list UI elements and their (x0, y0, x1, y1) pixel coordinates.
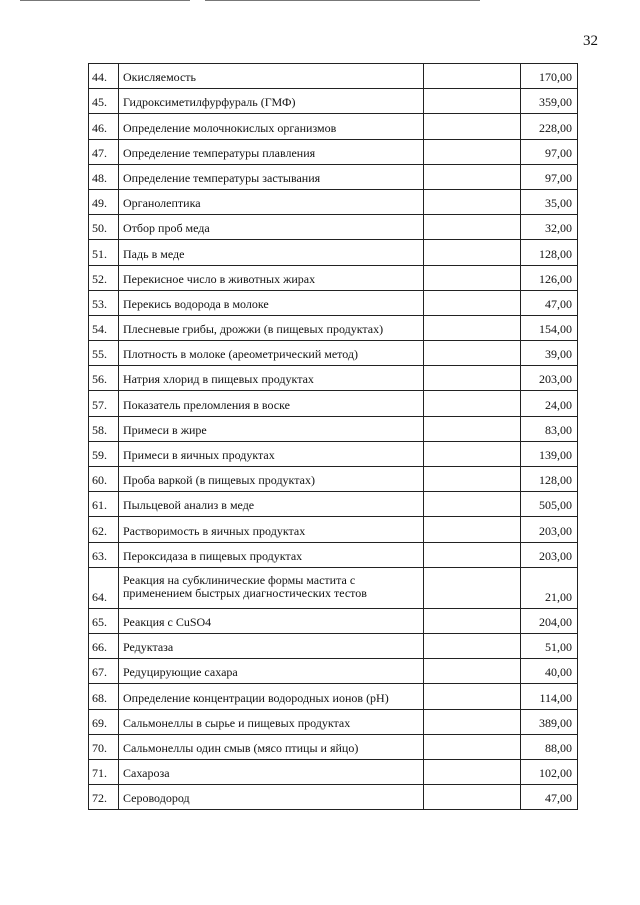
scan-edge-line (205, 0, 480, 1)
row-empty-cell (424, 391, 521, 416)
row-price: 170,00 (521, 64, 578, 89)
row-name: Перекисное число в животных жирах (119, 265, 424, 290)
row-name: Гидроксиметилфурфураль (ГМФ) (119, 89, 424, 114)
row-empty-cell (424, 492, 521, 517)
row-price: 389,00 (521, 709, 578, 734)
row-name: Пыльцевой анализ в меде (119, 492, 424, 517)
row-price: 128,00 (521, 467, 578, 492)
row-name: Определение температуры застывания (119, 164, 424, 189)
table-row (89, 139, 578, 164)
table-row (89, 492, 578, 517)
row-price: 39,00 (521, 341, 578, 366)
row-number: 51. (89, 240, 119, 265)
row-empty-cell (424, 684, 521, 709)
row-number: 45. (89, 89, 119, 114)
row-name: Пероксидаза в пищевых продуктах (119, 542, 424, 567)
row-price: 126,00 (521, 265, 578, 290)
row-price: 47,00 (521, 785, 578, 810)
row-name: Отбор проб меда (119, 215, 424, 240)
table-row (89, 633, 578, 658)
row-number: 71. (89, 759, 119, 784)
row-name: Плесневые грибы, дрожжи (в пищевых продуктах) (119, 315, 424, 340)
row-empty-cell (424, 139, 521, 164)
row-empty-cell (424, 164, 521, 189)
row-empty-cell (424, 315, 521, 340)
row-empty-cell (424, 517, 521, 542)
row-name: Натрия хлорид в пищевых продуктах (119, 366, 424, 391)
row-name: Определение концентрации водородных ионов (pH) (119, 684, 424, 709)
table-row (89, 89, 578, 114)
table-row (89, 709, 578, 734)
row-price: 505,00 (521, 492, 578, 517)
table-row (89, 164, 578, 189)
row-name: Падь в меде (119, 240, 424, 265)
row-price: 88,00 (521, 734, 578, 759)
row-empty-cell (424, 114, 521, 139)
row-number: 47. (89, 139, 119, 164)
row-empty-cell (424, 608, 521, 633)
row-name: Определение молочнокислых организмов (119, 114, 424, 139)
row-empty-cell (424, 240, 521, 265)
row-name: Сахароза (119, 759, 424, 784)
row-empty-cell (424, 89, 521, 114)
table-row (89, 441, 578, 466)
row-name: Сальмонеллы один смыв (мясо птицы и яйцо) (119, 734, 424, 759)
row-price: 40,00 (521, 659, 578, 684)
row-price: 21,00 (521, 567, 578, 608)
table-row (89, 114, 578, 139)
table-row (89, 265, 578, 290)
row-name: Сероводород (119, 785, 424, 810)
row-number: 61. (89, 492, 119, 517)
row-empty-cell (424, 709, 521, 734)
price-table (88, 63, 578, 810)
row-name: Редуктаза (119, 633, 424, 658)
row-empty-cell (424, 734, 521, 759)
table-row (89, 64, 578, 89)
table-row (89, 785, 578, 810)
row-number: 70. (89, 734, 119, 759)
row-number: 55. (89, 341, 119, 366)
table-row (89, 189, 578, 214)
row-empty-cell (424, 416, 521, 441)
table-row (89, 467, 578, 492)
row-number: 66. (89, 633, 119, 658)
row-name: Сальмонеллы в сырье и пищевых продуктах (119, 709, 424, 734)
table-row (89, 517, 578, 542)
table-row (89, 366, 578, 391)
row-price: 228,00 (521, 114, 578, 139)
row-price: 203,00 (521, 517, 578, 542)
row-name: Проба варкой (в пищевых продуктах) (119, 467, 424, 492)
row-price: 154,00 (521, 315, 578, 340)
row-empty-cell (424, 366, 521, 391)
table-row (89, 567, 578, 608)
row-price: 102,00 (521, 759, 578, 784)
table-row (89, 240, 578, 265)
row-name: Плотность в молоке (ареометрический метод) (119, 341, 424, 366)
row-number: 49. (89, 189, 119, 214)
row-number: 57. (89, 391, 119, 416)
row-number: 54. (89, 315, 119, 340)
row-empty-cell (424, 633, 521, 658)
row-number: 68. (89, 684, 119, 709)
table-row (89, 391, 578, 416)
row-name: Реакция на субклинические формы мастита с применением быстрых диагностических тестов (119, 567, 424, 608)
table-row (89, 290, 578, 315)
row-name: Органолептика (119, 189, 424, 214)
table-row (89, 659, 578, 684)
row-empty-cell (424, 542, 521, 567)
row-number: 72. (89, 785, 119, 810)
table-row (89, 734, 578, 759)
row-number: 48. (89, 164, 119, 189)
table-row (89, 542, 578, 567)
table-row (89, 684, 578, 709)
row-empty-cell (424, 64, 521, 89)
row-price: 359,00 (521, 89, 578, 114)
scan-edge-line (20, 0, 190, 1)
row-empty-cell (424, 341, 521, 366)
page-number: 32 (583, 33, 598, 49)
table-row (89, 608, 578, 633)
row-number: 60. (89, 467, 119, 492)
row-price: 128,00 (521, 240, 578, 265)
row-empty-cell (424, 265, 521, 290)
row-name: Перекись водорода в молоке (119, 290, 424, 315)
row-price: 97,00 (521, 164, 578, 189)
row-number: 62. (89, 517, 119, 542)
row-number: 53. (89, 290, 119, 315)
row-price: 24,00 (521, 391, 578, 416)
row-price: 35,00 (521, 189, 578, 214)
row-price: 114,00 (521, 684, 578, 709)
table-row (89, 315, 578, 340)
table-row (89, 215, 578, 240)
row-empty-cell (424, 215, 521, 240)
row-number: 65. (89, 608, 119, 633)
row-number: 69. (89, 709, 119, 734)
row-name: Растворимость в яичных продуктах (119, 517, 424, 542)
row-name: Редуцирующие сахара (119, 659, 424, 684)
row-number: 59. (89, 441, 119, 466)
row-number: 64. (89, 567, 119, 608)
row-price: 47,00 (521, 290, 578, 315)
table-row (89, 341, 578, 366)
row-price: 32,00 (521, 215, 578, 240)
row-name: Реакция с CuSO4 (119, 608, 424, 633)
row-number: 56. (89, 366, 119, 391)
row-empty-cell (424, 290, 521, 315)
row-number: 63. (89, 542, 119, 567)
row-empty-cell (424, 759, 521, 784)
row-empty-cell (424, 785, 521, 810)
row-empty-cell (424, 467, 521, 492)
table-row (89, 416, 578, 441)
row-name: Примеси в яичных продуктах (119, 441, 424, 466)
row-number: 67. (89, 659, 119, 684)
row-name: Примеси в жире (119, 416, 424, 441)
row-empty-cell (424, 659, 521, 684)
row-price: 83,00 (521, 416, 578, 441)
row-price: 139,00 (521, 441, 578, 466)
row-price: 97,00 (521, 139, 578, 164)
row-price: 203,00 (521, 366, 578, 391)
row-price: 51,00 (521, 633, 578, 658)
row-number: 44. (89, 64, 119, 89)
row-number: 52. (89, 265, 119, 290)
scan-edge-marks (0, 0, 640, 4)
row-number: 58. (89, 416, 119, 441)
row-price: 203,00 (521, 542, 578, 567)
table-row (89, 759, 578, 784)
row-name: Показатель преломления в воске (119, 391, 424, 416)
row-empty-cell (424, 189, 521, 214)
row-empty-cell (424, 567, 521, 608)
row-empty-cell (424, 441, 521, 466)
row-price: 204,00 (521, 608, 578, 633)
row-name: Окисляемость (119, 64, 424, 89)
row-number: 46. (89, 114, 119, 139)
row-number: 50. (89, 215, 119, 240)
row-name: Определение температуры плавления (119, 139, 424, 164)
